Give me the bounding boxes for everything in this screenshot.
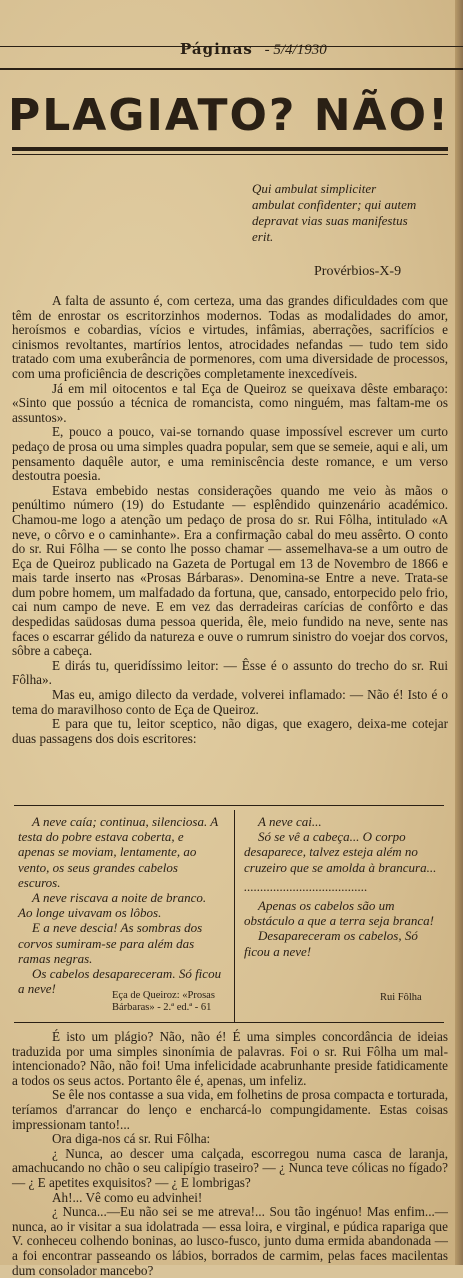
publication-name: Páginas	[180, 40, 253, 58]
title-rule-thick	[12, 147, 448, 151]
quote-ellipsis: ......................................	[244, 878, 368, 894]
paragraph: ¿ Nunca, ao descer uma calçada, escorregou numa casca de laranja, amachucando no chão o seu calipígio traseiro? — ¿ Nunca teve cólicas no fígado? — ¿ E apetites exquisitos? — ¿ E lombrigas?	[12, 1145, 448, 1190]
header-rule	[0, 68, 463, 70]
paragraph: ¿ Nunca...—Eu não sei se me atreva!... Sou tão ingénuo! Mas enfim...—nunca, ao ir visitar a sua idolatrada — essa loira, e virginal, e púdica rapariga que V. conheceu colhendo boninas, ao lusco-fusco, junto duma ermida abandonada — a foi encontrar passeando os lábios, borrados de carmim, pelas faces macilentas dum consolador mancebo?	[12, 1204, 448, 1278]
quote-line: A neve riscava a noite de branco. Ao longe uivavam os lôbos.	[18, 890, 207, 921]
quote-divider	[234, 810, 235, 1022]
page-header	[180, 40, 327, 59]
paragraph: E para que tu, leitor sceptico, não digas, que exagero, deixa-me cotejar duas passagens dos dois escritores:	[12, 716, 448, 746]
citation-rui-folha: Rui Fôlha	[380, 992, 422, 1003]
epigraph: Qui ambulat simpliciter ambulat confidenter; qui autem depravat vias suas manifestus erit.	[252, 181, 417, 244]
citation-line: Eça de Queiroz: «Prosas	[112, 990, 215, 1001]
paragraph: E dirás tu, queridíssimo leitor: — Êsse é o assunto do trecho do sr. Rui Fôlha».	[12, 657, 448, 688]
quote-line: A neve cai...	[258, 814, 322, 829]
quote-top-rule	[14, 805, 444, 806]
article-title: PLAGIATO? NÃO!	[8, 90, 451, 141]
quote-line: A neve caía; continua, silenciosa. A testa do pobre estava coberta, e apenas se moviam, lentamente, ao vento, os seus grandes cabelos escuros.	[18, 814, 218, 890]
paragraph: Mas eu, amigo dilecto da verdade, volverei inflamado: — Não é! Isto é o tema do maravilhoso conto de Eça de Queiroz.	[12, 687, 448, 717]
paragraph: Estava embebido nestas considerações quando me veio às mãos o penúltimo número (19) do Estudante — esplêndido quinzenário académico. Chamou-me logo a atenção um pedaço de prosa do sr. Rui Fôlha, intitulado «A neve, o côrvo e o caminhante». Era a confirmação cabal do meu assêrto. O conto do sr. Rui Fôlha — se conto lhe posso chamar — assemelhava-se a um outro de Eça de Queiroz publicado na Gazeta de Portugal em 13 de Novembro de 1866 e mais tarde inserto nas «Prosas Bárbaras». Denomina-se Entre a neve. Trata-se dum pobre homem, um malfadado da fortuna, que, cansado, entorpecido pelo frio, cai num campo de neve. E em vez das derradeiras carícias de confôrto e das despedidas saüdosas duma pessoa querida, êle, meio fundido na neve, sente nas faces o escarrar gélido da natureza e ouve o rumrum sinistro do voejar dos corvos, sôbre a cabeça.	[12, 482, 448, 659]
title-rule-thin	[12, 154, 448, 155]
article-body-part-2	[12, 1030, 448, 1278]
paragraph: Já em mil oitocentos e tal Eça de Queiroz se queixava dêste embaraço: «Sinto que possúo a técnica de romancista, como ninguém, mas faltam-me os assuntos».	[12, 380, 448, 425]
quote-line: E a neve descia! As sombras dos corvos sumiram-se para além das ramas negras.	[18, 920, 203, 966]
quote-line: Os cabelos desapareceram. Só ficou a neve!	[18, 966, 222, 997]
paragraph: Ah!... Vê como eu advinhei!	[52, 1189, 203, 1205]
page-edge	[455, 0, 463, 1265]
quote-line: Só se vê a cabeça... O corpo desaparece, talvez esteja além no cruzeiro que se amolda à brancura...	[244, 829, 437, 875]
article-body-part-1	[12, 294, 448, 746]
quote-line: Desapareceram os cabelos, Só ficou a neve!	[244, 928, 418, 959]
publication-date: - 5/4/1930	[264, 42, 327, 58]
quote-line: Apenas os cabelos são um obstáculo a que a terra seja branca!	[244, 898, 434, 929]
quote-bottom-rule	[14, 1022, 444, 1023]
quote-eca-de-queiroz	[18, 814, 223, 996]
paragraph: Se êle nos contasse a sua vida, em folhetins de prosa compacta e torturada, teríamos d'arrancar do lenço e encharcá-lo compungidamente. Estas coisas impressionam tanto!...	[12, 1087, 448, 1132]
paragraph: A falta de assunto é, com certeza, uma das grandes dificuldades com que têm de enrostar os escritorzinhos modernos. Todas as modalidades do amor, heroísmos e cobardias, vícios e virtudes, infâmias, aberrações, sacrifícios e cinismos revoltantes, martírios lentos, atrocidades nefandas — tudo tem sido tratado com uma exuberância de pormenores, com uma diversidade de processos, com uma proficiência de descrições completamente inexcedíveis.	[12, 293, 448, 381]
quote-rui-folha	[244, 814, 442, 959]
citation-eca-de-queiroz	[112, 990, 232, 1014]
paragraph: E, pouco a pouco, vai-se tornando quase impossível escrever um curto pedaço de prosa ou uma simples quadra popular, sem que se semeie, aqui e ali, um pensamento daquêle autor, e uma reminiscência deste romance, e um verso destoutra poesia.	[12, 424, 448, 484]
paragraph: Ora diga-nos cá sr. Rui Fôlha:	[52, 1131, 211, 1147]
citation-line: Bárbaras» - 2.ª ed.ª - 61	[112, 1002, 212, 1013]
paragraph: É isto um plágio? Não, não é! É uma simples concordância de ideias traduzida por uma simples sinonímia de palavras. Foi o sr. Rui Fôlha um mal-intencionado? Não, não foi! Uma infelicidade acabrunhante preside fatidicamente a todos os seus actos. Portanto êle é, apenas, um infeliz.	[12, 1029, 448, 1088]
epigraph-source: Provérbios-X-9	[314, 264, 402, 279]
